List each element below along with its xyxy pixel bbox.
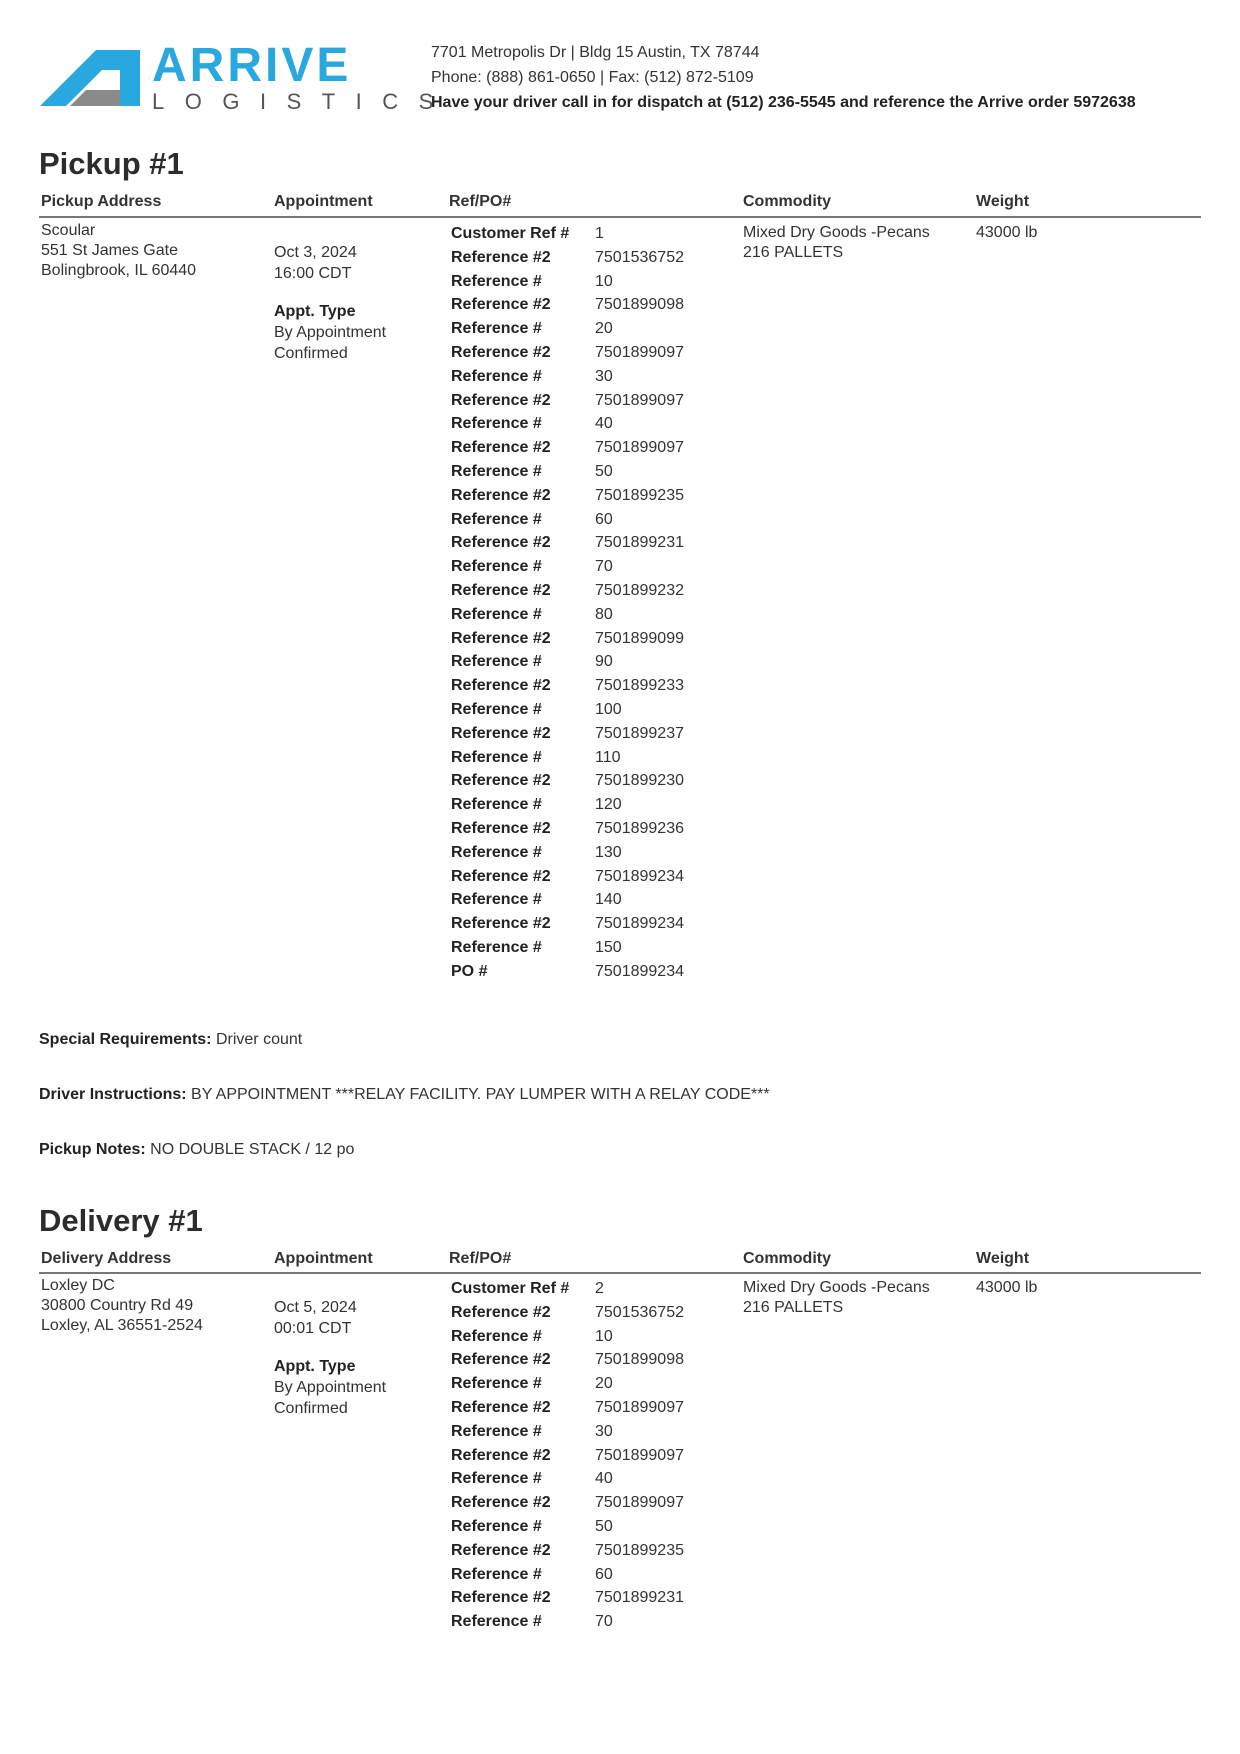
reference-value: 20 <box>595 320 613 338</box>
reference-label: Reference #2 <box>451 1541 551 1559</box>
reference-value: 7501899230 <box>595 772 684 790</box>
reference-value: 10 <box>595 1327 613 1345</box>
reference-label: Reference # <box>451 510 542 528</box>
reference-label: Reference #2 <box>451 819 551 837</box>
reference-row <box>451 1444 684 1468</box>
reference-value: 50 <box>595 1517 613 1535</box>
document-header <box>40 40 1200 120</box>
reference-row <box>451 674 684 698</box>
pickup-city: Bolingbrook, IL 60440 <box>41 262 197 279</box>
reference-row <box>451 769 684 793</box>
delivery-commodity <box>743 1278 930 1318</box>
reference-value: 7501536752 <box>595 248 684 266</box>
reference-value: 100 <box>595 700 622 718</box>
reference-row <box>451 912 684 936</box>
delivery-commodity-qty: 216 PALLETS <box>743 1299 844 1316</box>
reference-label: Reference # <box>451 1613 542 1631</box>
pickup-appt-type: By Appointment <box>274 324 387 341</box>
pickup-appointment <box>274 242 386 364</box>
reference-label: Reference # <box>451 462 542 480</box>
special-requirements-value: Driver count <box>215 1031 303 1048</box>
reference-row <box>451 1325 684 1349</box>
reference-label: PO # <box>451 962 488 980</box>
reference-row <box>451 1372 684 1396</box>
reference-label: Reference # <box>451 1375 542 1393</box>
reference-label: Reference #2 <box>451 391 551 409</box>
pickup-weight-header: Weight <box>976 193 1030 210</box>
reference-label: Reference # <box>451 891 542 909</box>
reference-label: Reference #2 <box>451 439 551 457</box>
reference-label: Reference # <box>451 1565 542 1583</box>
reference-label: Reference # <box>451 653 542 671</box>
reference-label: Reference #2 <box>451 1398 551 1416</box>
pickup-notes-label: Pickup Notes: <box>39 1141 146 1158</box>
reference-value: 40 <box>595 415 613 433</box>
reference-row <box>451 508 684 532</box>
arrive-logistics-logo <box>40 39 454 114</box>
reference-label: Reference #2 <box>451 867 551 885</box>
reference-label: Reference #2 <box>451 343 551 361</box>
dispatch-instructions: Have your driver call in for dispatch at (512) 236-5545 and reference the Arrive order 5972638 <box>431 94 1136 111</box>
delivery-weight-header: Weight <box>976 1250 1030 1267</box>
delivery-ref-header: Ref/PO# <box>449 1250 512 1267</box>
reference-value: 7501899235 <box>595 486 684 504</box>
pickup-reference-list <box>451 222 684 984</box>
reference-label: Reference #2 <box>451 534 551 552</box>
reference-value: 7501899231 <box>595 534 684 552</box>
pickup-commodity <box>743 223 930 263</box>
delivery-address <box>41 1276 203 1336</box>
reference-label: Reference # <box>451 796 542 814</box>
driver-instructions <box>39 1085 770 1105</box>
delivery-reference-list <box>451 1277 684 1634</box>
reference-value: 7501899234 <box>595 915 684 933</box>
reference-row <box>451 1586 684 1610</box>
reference-label: Reference # <box>451 843 542 861</box>
reference-value: 10 <box>595 272 613 290</box>
reference-value: 7501899097 <box>595 1494 684 1512</box>
logo-subtitle: LOGISTICS <box>152 89 454 114</box>
reference-value: 2 <box>595 1280 604 1297</box>
reference-row <box>451 841 684 865</box>
reference-row <box>451 1348 684 1372</box>
reference-row <box>451 627 684 651</box>
delivery-address-header: Delivery Address <box>41 1250 172 1267</box>
reference-row <box>451 1277 684 1301</box>
reference-row <box>451 436 684 460</box>
delivery-appt-status: Confirmed <box>274 1400 348 1417</box>
reference-row <box>451 555 684 579</box>
reference-label: Customer Ref # <box>451 1280 570 1297</box>
pickup-appt-status: Confirmed <box>274 345 348 362</box>
reference-row <box>451 650 684 674</box>
reference-row <box>451 412 684 436</box>
reference-row <box>451 389 684 413</box>
pickup-appt-type-label: Appt. Type <box>274 303 356 320</box>
reference-label: Reference #2 <box>451 915 551 933</box>
reference-label: Reference # <box>451 320 542 338</box>
reference-value: 30 <box>595 1422 613 1440</box>
reference-row <box>451 722 684 746</box>
reference-value: 7501899097 <box>595 439 684 457</box>
delivery-title: Delivery #1 <box>39 1203 203 1238</box>
reference-row <box>451 1515 684 1539</box>
reference-row <box>451 246 684 270</box>
reference-label: Reference #2 <box>451 296 551 314</box>
reference-label: Reference # <box>451 1422 542 1440</box>
reference-value: 60 <box>595 1565 613 1583</box>
reference-row <box>451 1467 684 1491</box>
pickup-street: 551 St James Gate <box>41 242 178 259</box>
reference-value: 30 <box>595 367 613 385</box>
reference-row <box>451 746 684 770</box>
reference-value: 7501899231 <box>595 1589 684 1607</box>
reference-value: 20 <box>595 1375 613 1393</box>
reference-value: 1 <box>595 225 604 242</box>
reference-row <box>451 270 684 294</box>
company-contact <box>431 40 1136 115</box>
reference-value: 130 <box>595 843 622 861</box>
reference-row <box>451 936 684 960</box>
pickup-commodity-qty: 216 PALLETS <box>743 244 844 261</box>
reference-label: Reference #2 <box>451 1351 551 1369</box>
reference-value: 7501899234 <box>595 867 684 885</box>
logo-mark-icon <box>40 44 150 106</box>
reference-row <box>451 1563 684 1587</box>
reference-label: Reference # <box>451 1470 542 1488</box>
reference-value: 50 <box>595 462 613 480</box>
reference-row <box>451 1301 684 1325</box>
pickup-commodity-header: Commodity <box>743 193 831 210</box>
reference-value: 7501899234 <box>595 962 684 980</box>
reference-row <box>451 817 684 841</box>
pickup-weight: 43000 lb <box>976 224 1038 241</box>
reference-row <box>451 341 684 365</box>
reference-label: Customer Ref # <box>451 225 570 242</box>
reference-value: 120 <box>595 796 622 814</box>
delivery-appt-type: By Appointment <box>274 1379 387 1396</box>
reference-value: 40 <box>595 1470 613 1488</box>
reference-label: Reference # <box>451 1327 542 1345</box>
reference-row <box>451 1396 684 1420</box>
reference-label: Reference #2 <box>451 1303 551 1321</box>
reference-value: 110 <box>595 748 621 766</box>
reference-label: Reference #2 <box>451 581 551 599</box>
delivery-appt-date: Oct 5, 2024 <box>274 1299 357 1316</box>
reference-label: Reference #2 <box>451 1494 551 1512</box>
reference-value: 70 <box>595 558 613 576</box>
delivery-appointment-header: Appointment <box>274 1250 373 1267</box>
reference-value: 7501899097 <box>595 1398 684 1416</box>
reference-value: 7501536752 <box>595 1303 684 1321</box>
delivery-appointment <box>274 1297 386 1419</box>
delivery-weight: 43000 lb <box>976 1279 1038 1296</box>
company-phone: Phone: (888) 861-0650 | Fax: (512) 872-5109 <box>431 69 754 86</box>
reference-row <box>451 960 684 984</box>
reference-row <box>451 1610 684 1634</box>
pickup-address <box>41 221 196 281</box>
reference-row <box>451 579 684 603</box>
reference-row <box>451 1539 684 1563</box>
reference-value: 7501899236 <box>595 819 684 837</box>
driver-instructions-label: Driver Instructions: <box>39 1086 187 1103</box>
reference-row <box>451 222 684 246</box>
pickup-header-rule <box>39 216 1201 218</box>
reference-label: Reference #2 <box>451 677 551 695</box>
reference-row <box>451 1420 684 1444</box>
pickup-appt-time: 16:00 CDT <box>274 265 352 282</box>
reference-value: 140 <box>595 891 622 909</box>
reference-row <box>451 293 684 317</box>
logo-wordmark: ARRIVE <box>152 39 352 92</box>
reference-label: Reference # <box>451 938 542 956</box>
reference-value: 80 <box>595 605 613 623</box>
reference-label: Reference #2 <box>451 1446 551 1464</box>
pickup-notes <box>39 1140 354 1160</box>
delivery-header-rule <box>39 1272 1201 1274</box>
reference-label: Reference # <box>451 1517 542 1535</box>
reference-value: 7501899233 <box>595 677 684 695</box>
reference-label: Reference #2 <box>451 486 551 504</box>
reference-label: Reference # <box>451 415 542 433</box>
reference-label: Reference #2 <box>451 724 551 742</box>
delivery-street: 30800 Country Rd 49 <box>41 1297 194 1314</box>
reference-row <box>451 484 684 508</box>
reference-label: Reference # <box>451 367 542 385</box>
reference-label: Reference #2 <box>451 772 551 790</box>
delivery-appt-type-label: Appt. Type <box>274 1358 356 1375</box>
delivery-location-name: Loxley DC <box>41 1277 115 1294</box>
reference-value: 7501899097 <box>595 1446 684 1464</box>
pickup-location-name: Scoular <box>41 222 96 239</box>
reference-label: Reference # <box>451 605 542 623</box>
pickup-address-header: Pickup Address <box>41 193 162 210</box>
delivery-commodity-header: Commodity <box>743 1250 831 1267</box>
reference-row <box>451 698 684 722</box>
pickup-appointment-header: Appointment <box>274 193 373 210</box>
reference-value: 7501899097 <box>595 343 684 361</box>
reference-row <box>451 793 684 817</box>
delivery-appt-time: 00:01 CDT <box>274 1320 352 1337</box>
reference-label: Reference # <box>451 272 542 290</box>
reference-value: 70 <box>595 1613 613 1631</box>
special-requirements-label: Special Requirements: <box>39 1031 212 1048</box>
reference-row <box>451 317 684 341</box>
special-requirements <box>39 1030 302 1050</box>
reference-value: 90 <box>595 653 613 671</box>
reference-row <box>451 888 684 912</box>
pickup-appt-date: Oct 3, 2024 <box>274 244 357 261</box>
pickup-ref-header: Ref/PO# <box>449 193 512 210</box>
reference-value: 7501899098 <box>595 296 684 314</box>
reference-value: 150 <box>595 938 622 956</box>
reference-value: 7501899237 <box>595 724 684 742</box>
pickup-notes-value: NO DOUBLE STACK / 12 po <box>150 1141 355 1158</box>
reference-row <box>451 460 684 484</box>
reference-value: 7501899098 <box>595 1351 684 1369</box>
reference-row <box>451 1491 684 1515</box>
company-address: 7701 Metropolis Dr | Bldg 15 Austin, TX 78744 <box>431 44 760 61</box>
reference-value: 7501899097 <box>595 391 684 409</box>
reference-row <box>451 365 684 389</box>
reference-value: 7501899235 <box>595 1541 684 1559</box>
reference-label: Reference # <box>451 700 542 718</box>
reference-row <box>451 603 684 627</box>
delivery-commodity-name: Mixed Dry Goods -Pecans <box>743 1279 930 1296</box>
reference-value: 7501899099 <box>595 629 684 647</box>
reference-value: 7501899232 <box>595 581 684 599</box>
reference-label: Reference #2 <box>451 1589 551 1607</box>
delivery-city: Loxley, AL 36551-2524 <box>41 1317 203 1334</box>
pickup-title: Pickup #1 <box>39 146 184 181</box>
pickup-commodity-name: Mixed Dry Goods -Pecans <box>743 224 930 241</box>
reference-label: Reference #2 <box>451 629 551 647</box>
reference-row <box>451 865 684 889</box>
driver-instructions-value: BY APPOINTMENT ***RELAY FACILITY. PAY LUMPER WITH A RELAY CODE*** <box>191 1086 770 1103</box>
reference-value: 60 <box>595 510 613 528</box>
reference-label: Reference #2 <box>451 248 551 266</box>
reference-row <box>451 531 684 555</box>
reference-label: Reference # <box>451 748 542 766</box>
reference-label: Reference # <box>451 558 542 576</box>
